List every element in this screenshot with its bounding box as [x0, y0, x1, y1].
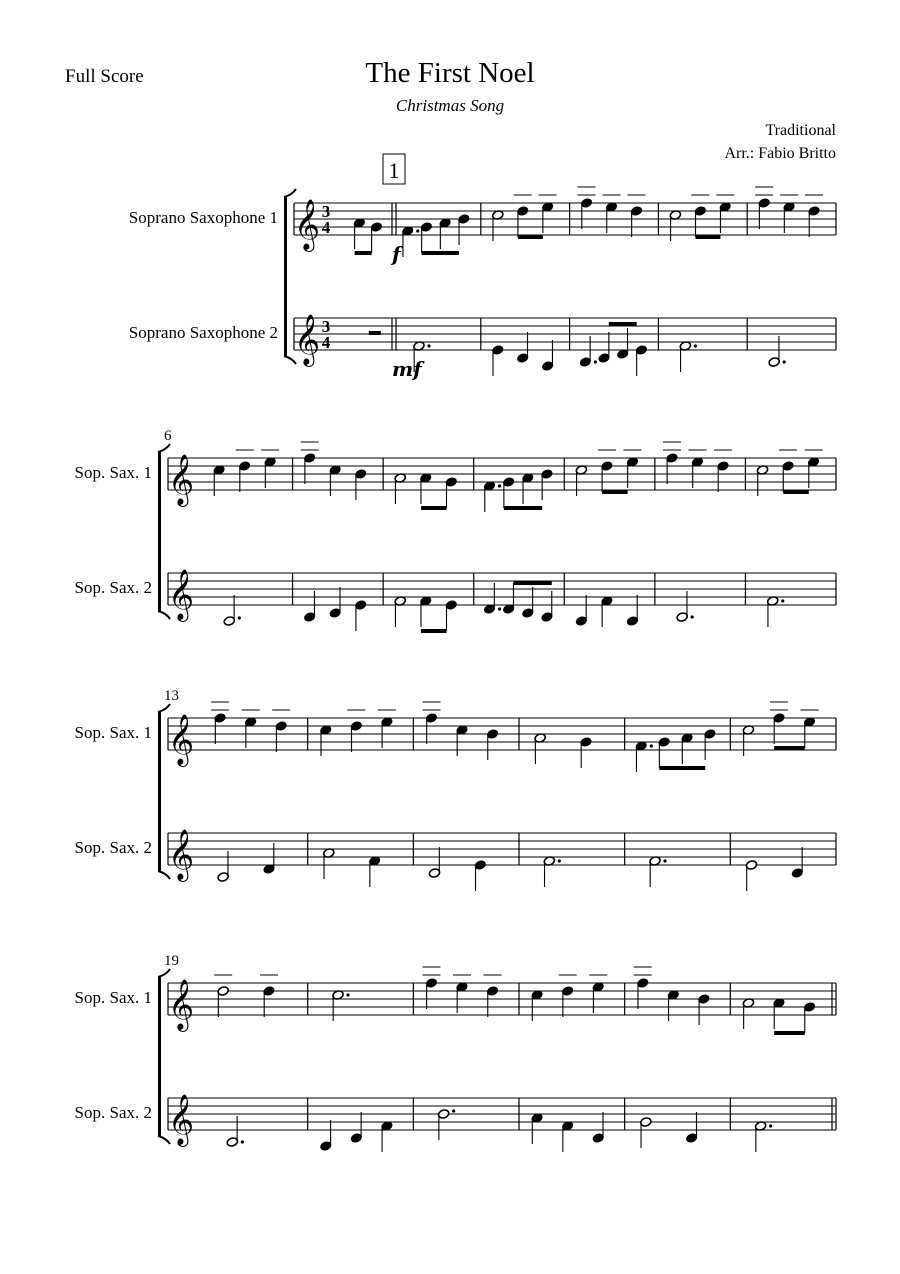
treble-clef-icon: 𝄞: [168, 455, 195, 504]
half-rest: [369, 331, 381, 335]
augmentation-dot: [452, 1109, 455, 1112]
bracket-hook: [158, 704, 170, 712]
arranger-credit: Arr.: Fabio Britto: [724, 145, 836, 162]
instrument-short-name: Sop. Sax. 1: [74, 463, 152, 482]
augmentation-dot: [781, 599, 784, 602]
instrument-name: Soprano Saxophone 2: [128, 323, 278, 342]
augmentation-dot: [650, 744, 653, 747]
instrument-name: Soprano Saxophone 1: [128, 208, 278, 227]
bracket-hook: [158, 444, 170, 452]
treble-clef-icon: 𝄞: [168, 570, 195, 619]
system-bracket: [158, 977, 161, 1136]
system-bracket: [158, 712, 161, 871]
augmentation-dot: [769, 1124, 772, 1127]
full-score-label: Full Score: [65, 66, 144, 87]
augmentation-dot: [694, 344, 697, 347]
time-signature-numerator: 3: [321, 202, 331, 221]
composer-credit: Traditional: [765, 122, 836, 139]
instrument-short-name: Sop. Sax. 2: [74, 1103, 152, 1122]
treble-clef-icon: 𝄞: [168, 1095, 195, 1144]
time-signature-denominator: 4: [321, 218, 331, 237]
augmentation-dot: [427, 344, 430, 347]
measure-number: 19: [164, 953, 179, 969]
measure-number: 13: [164, 688, 179, 704]
time-signature-denominator: 4: [321, 333, 331, 352]
treble-clef-icon: 𝄞: [294, 200, 321, 249]
system-bracket: [284, 197, 287, 356]
instrument-short-name: Sop. Sax. 2: [74, 838, 152, 857]
score-title: The First Noel: [365, 57, 535, 89]
rehearsal-mark: 1: [388, 158, 400, 183]
augmentation-dot: [691, 615, 694, 618]
instrument-short-name: Sop. Sax. 2: [74, 578, 152, 597]
instrument-short-name: Sop. Sax. 1: [74, 988, 152, 1007]
bracket-hook: [284, 189, 296, 197]
time-signature-numerator: 3: [321, 317, 331, 336]
augmentation-dot: [498, 607, 501, 610]
dynamic-marking: f: [392, 242, 401, 266]
augmentation-dot: [241, 1140, 244, 1143]
augmentation-dot: [558, 859, 561, 862]
augmentation-dot: [416, 229, 419, 232]
treble-clef-icon: 𝄞: [168, 715, 195, 764]
augmentation-dot: [346, 993, 349, 996]
dynamic-marking: mf: [392, 357, 422, 381]
augmentation-dot: [594, 360, 597, 363]
instrument-short-name: Sop. Sax. 1: [74, 723, 152, 742]
augmentation-dot: [783, 360, 786, 363]
treble-clef-icon: 𝄞: [168, 830, 195, 879]
treble-clef-icon: 𝄞: [168, 980, 195, 1029]
system-bracket: [158, 452, 161, 611]
score-subtitle: Christmas Song: [395, 96, 505, 115]
augmentation-dot: [663, 859, 666, 862]
bracket-hook: [158, 969, 170, 977]
measure-number: 6: [164, 428, 172, 444]
augmentation-dot: [498, 484, 501, 487]
treble-clef-icon: 𝄞: [294, 315, 321, 364]
augmentation-dot: [238, 616, 241, 619]
